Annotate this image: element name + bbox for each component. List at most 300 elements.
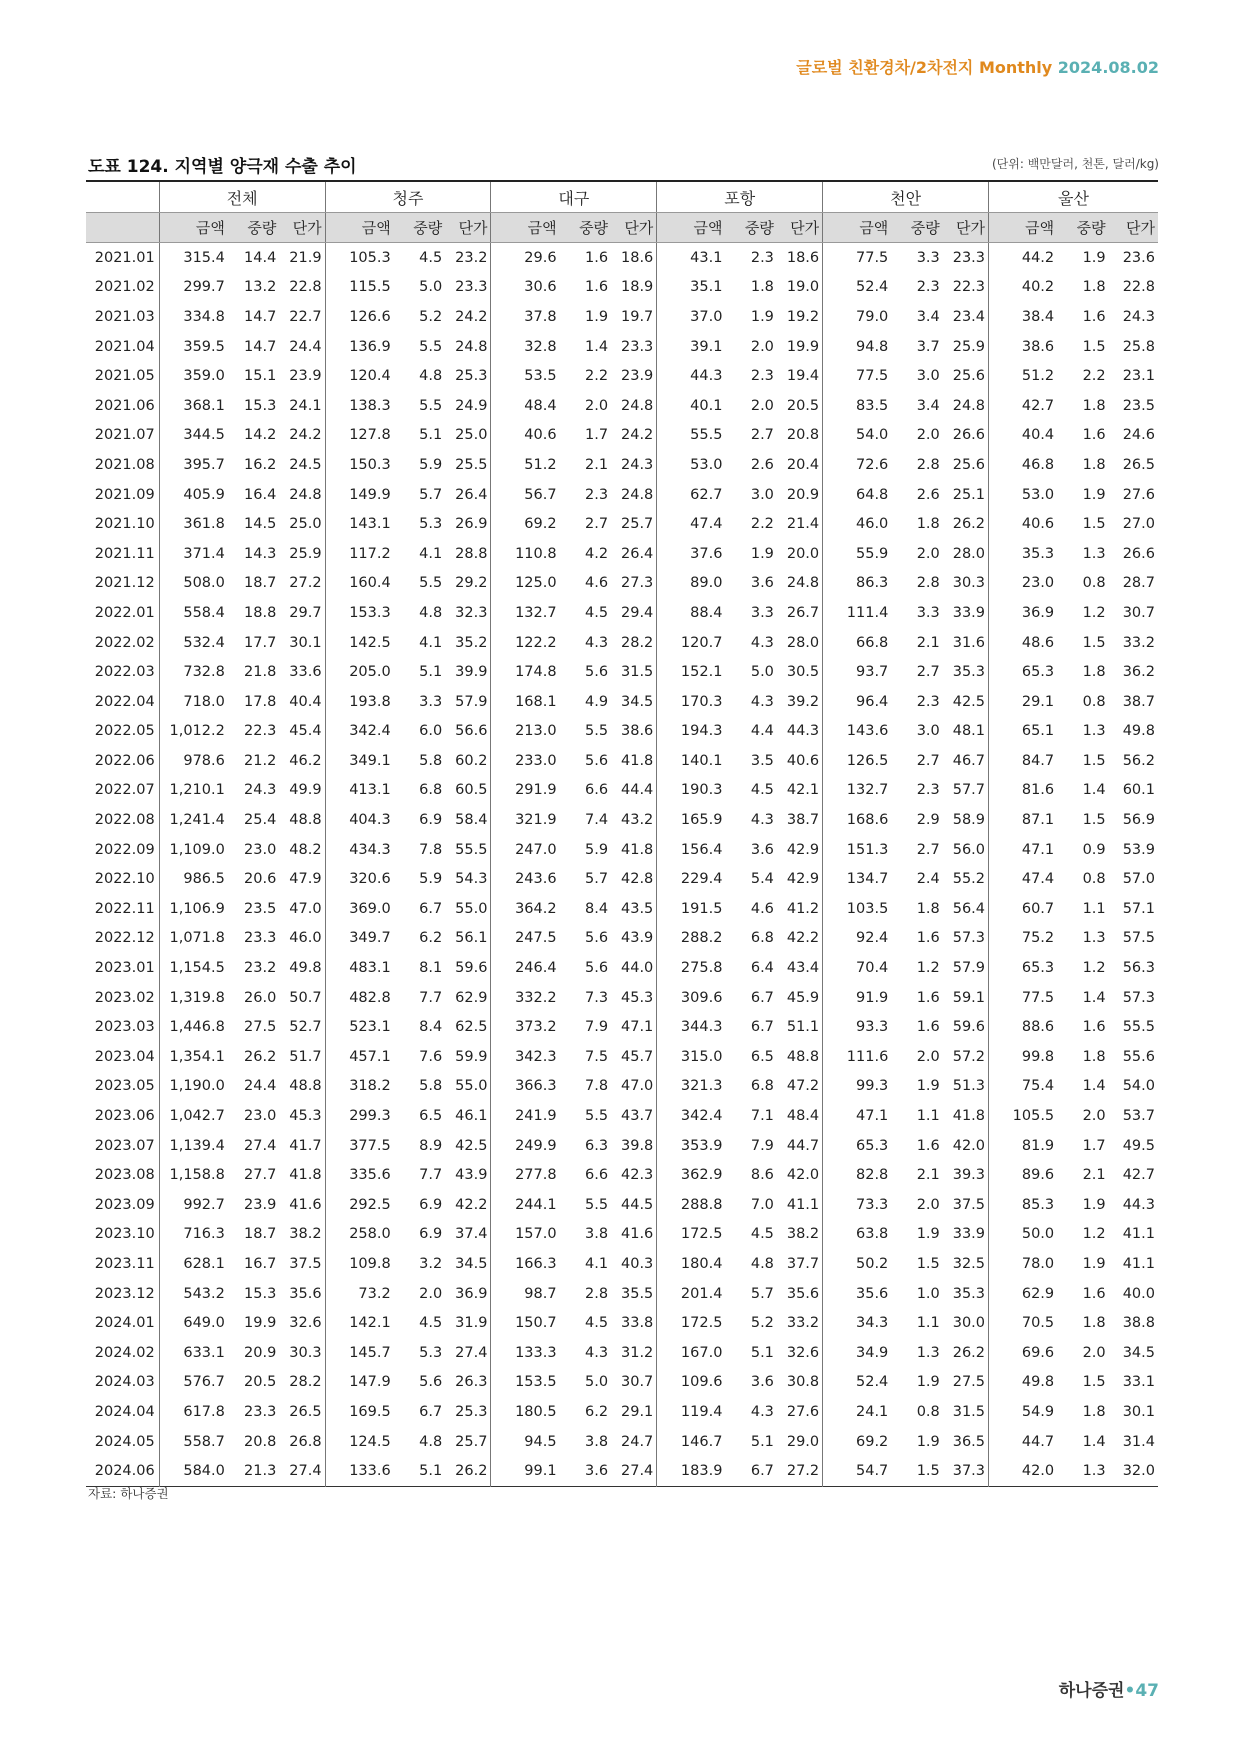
row-date: 2021.07 [94, 427, 155, 444]
data-cell: 15.3 [244, 1285, 277, 1302]
data-cell: 150.3 [325, 450, 394, 480]
data-cell: 718.0 [159, 687, 228, 717]
row-date: 2021.09 [94, 486, 155, 503]
data-cell: 115.5 [325, 273, 394, 303]
data-cell: 246.4 [491, 953, 560, 983]
data-cell: 1.7 [584, 427, 609, 444]
data-cell: 45.4 [289, 723, 322, 740]
data-cell: 54.7 [823, 1456, 892, 1486]
data-cell: 44.7 [786, 1137, 820, 1154]
data-cell: 168.6 [823, 805, 892, 835]
metric-header: 중량 [394, 213, 445, 243]
data-cell: 1.1 [916, 1315, 940, 1332]
data-cell: 244.1 [491, 1190, 560, 1220]
data-cell: 60.1 [1122, 782, 1155, 799]
data-cell: 732.8 [159, 657, 228, 687]
data-cell: 44.4 [621, 782, 654, 799]
metric-header: 금액 [989, 213, 1058, 243]
data-cell: 191.5 [657, 894, 726, 924]
data-cell: 5.0 [750, 664, 774, 681]
data-cell: 1.0 [916, 1285, 940, 1302]
data-cell: 44.3 [1122, 1196, 1155, 1213]
data-cell: 167.0 [657, 1338, 726, 1368]
data-cell: 41.2 [786, 900, 820, 917]
data-cell: 14.7 [244, 338, 277, 355]
data-cell: 2.3 [750, 368, 774, 385]
data-cell: 43.7 [621, 1108, 654, 1125]
unit-note: (단위: 백만달러, 천톤, 달러/kg) [991, 157, 1159, 171]
data-cell: 4.3 [750, 812, 774, 829]
data-cell: 34.3 [823, 1308, 892, 1338]
data-cell: 28.7 [1122, 575, 1155, 592]
data-cell: 5.5 [419, 397, 443, 414]
data-cell: 30.3 [289, 1344, 322, 1361]
data-cell: 45.9 [786, 989, 820, 1006]
data-cell: 93.3 [823, 1012, 892, 1042]
data-cell: 2.1 [584, 456, 609, 473]
table-row [86, 480, 1158, 510]
data-cell: 16.7 [244, 1255, 277, 1272]
data-cell: 94.8 [823, 332, 892, 362]
data-cell: 24.2 [621, 427, 654, 444]
data-cell: 4.1 [419, 545, 443, 562]
data-cell: 1.9 [916, 1374, 940, 1391]
row-date: 2023.07 [94, 1137, 155, 1154]
row-date: 2023.03 [94, 1019, 155, 1036]
data-cell: 5.2 [750, 1315, 774, 1332]
data-cell: 1.3 [1082, 1463, 1106, 1480]
data-cell: 2.0 [584, 397, 609, 414]
data-cell: 85.3 [989, 1190, 1058, 1220]
row-date: 2023.05 [94, 1078, 155, 1095]
data-cell: 23.1 [1122, 368, 1155, 385]
data-cell: 46.0 [823, 509, 892, 539]
data-cell: 2.6 [916, 486, 940, 503]
data-cell: 213.0 [491, 717, 560, 747]
row-date: 2022.11 [94, 900, 155, 917]
data-cell: 20.6 [244, 871, 277, 888]
data-cell: 292.5 [325, 1190, 394, 1220]
metric-header: 중량 [228, 213, 279, 243]
data-cell: 38.2 [786, 1226, 820, 1243]
data-cell: 1.9 [750, 545, 774, 562]
data-cell: 69.2 [491, 509, 560, 539]
data-cell: 8.9 [419, 1137, 443, 1154]
data-cell: 87.1 [989, 805, 1058, 835]
data-cell: 5.0 [419, 279, 443, 296]
data-cell: 6.8 [419, 782, 443, 799]
data-cell: 41.6 [621, 1226, 654, 1243]
data-cell: 1.2 [1082, 604, 1106, 621]
export-table [86, 180, 1158, 1487]
data-cell: 39.2 [786, 693, 820, 710]
data-cell: 120.7 [657, 628, 726, 658]
data-cell: 55.0 [455, 1078, 488, 1095]
row-date: 2021.10 [94, 516, 155, 533]
data-cell: 41.8 [621, 841, 654, 858]
data-cell: 28.0 [952, 545, 986, 562]
data-cell: 54.3 [455, 871, 488, 888]
data-cell: 23.5 [244, 900, 277, 917]
data-cell: 368.1 [159, 391, 228, 421]
data-cell: 1.6 [916, 930, 940, 947]
data-cell: 57.2 [952, 1048, 986, 1065]
data-cell: 344.5 [159, 421, 228, 451]
data-cell: 46.2 [289, 752, 322, 769]
data-cell: 1.5 [1082, 634, 1106, 651]
data-cell: 55.0 [455, 900, 488, 917]
data-cell: 138.3 [325, 391, 394, 421]
data-cell: 5.7 [419, 486, 443, 503]
data-cell: 21.8 [244, 664, 277, 681]
data-cell: 6.6 [584, 782, 609, 799]
data-cell: 349.7 [325, 924, 394, 954]
data-cell: 31.5 [952, 1403, 986, 1420]
table-row [86, 1456, 1158, 1486]
data-cell: 70.4 [823, 953, 892, 983]
data-cell: 5.9 [584, 841, 609, 858]
data-cell: 3.8 [584, 1226, 609, 1243]
row-date: 2022.03 [94, 664, 155, 681]
data-cell: 20.8 [244, 1433, 277, 1450]
data-cell: 40.2 [989, 273, 1058, 303]
data-cell: 156.4 [657, 835, 726, 865]
data-cell: 37.5 [952, 1196, 986, 1213]
data-cell: 978.6 [159, 746, 228, 776]
data-cell: 51.1 [786, 1019, 820, 1036]
data-cell: 89.0 [657, 569, 726, 599]
row-date: 2022.12 [94, 930, 155, 947]
data-cell: 2.1 [916, 1167, 940, 1184]
data-cell: 65.3 [989, 657, 1058, 687]
data-cell: 53.0 [989, 480, 1058, 510]
data-cell: 91.9 [823, 983, 892, 1013]
data-cell: 37.3 [952, 1463, 986, 1480]
data-cell: 56.6 [455, 723, 488, 740]
data-cell: 366.3 [491, 1072, 560, 1102]
data-cell: 133.3 [491, 1338, 560, 1368]
data-cell: 7.9 [584, 1019, 609, 1036]
data-cell: 633.1 [159, 1338, 228, 1368]
data-cell: 28.0 [786, 634, 820, 651]
data-cell: 34.5 [455, 1255, 488, 1272]
data-cell: 241.9 [491, 1101, 560, 1131]
data-cell: 0.8 [1082, 693, 1106, 710]
table-row [86, 776, 1158, 806]
data-cell: 40.3 [621, 1255, 654, 1272]
data-cell: 6.8 [750, 930, 774, 947]
data-cell: 32.0 [1122, 1463, 1155, 1480]
data-cell: 1.2 [1082, 960, 1106, 977]
data-cell: 334.8 [159, 302, 228, 332]
data-cell: 26.7 [786, 604, 820, 621]
metric-header: 중량 [1057, 213, 1108, 243]
row-date: 2023.04 [94, 1048, 155, 1065]
data-cell: 3.6 [750, 1374, 774, 1391]
row-date: 2024.04 [94, 1403, 155, 1420]
page-number: 47 [1135, 1681, 1159, 1701]
data-cell: 23.9 [244, 1196, 277, 1213]
row-date: 2022.01 [94, 604, 155, 621]
data-cell: 1.1 [1082, 900, 1106, 917]
table-row [86, 243, 1158, 273]
data-cell: 37.8 [491, 302, 560, 332]
data-cell: 4.5 [419, 1315, 443, 1332]
data-cell: 132.7 [491, 598, 560, 628]
footer-brand: 하나증권 [1058, 1681, 1125, 1701]
data-cell: 33.2 [1122, 634, 1155, 651]
data-cell: 44.2 [989, 243, 1058, 273]
data-cell: 4.5 [419, 249, 443, 266]
data-cell: 44.3 [657, 361, 726, 391]
data-cell: 205.0 [325, 657, 394, 687]
data-cell: 73.2 [325, 1279, 394, 1309]
data-cell: 37.0 [657, 302, 726, 332]
data-cell: 1.5 [1082, 812, 1106, 829]
data-cell: 44.5 [621, 1196, 654, 1213]
data-cell: 14.4 [244, 249, 277, 266]
data-cell: 405.9 [159, 480, 228, 510]
data-cell: 46.0 [289, 930, 322, 947]
data-cell: 1.6 [916, 989, 940, 1006]
data-cell: 3.0 [750, 486, 774, 503]
data-cell: 54.0 [1122, 1078, 1155, 1095]
table-row [86, 657, 1158, 687]
data-cell: 41.1 [786, 1196, 820, 1213]
data-cell: 24.9 [455, 397, 488, 414]
data-cell: 5.1 [750, 1433, 774, 1450]
data-cell: 24.6 [1122, 427, 1155, 444]
table-row [86, 1220, 1158, 1250]
data-cell: 4.5 [750, 782, 774, 799]
data-cell: 6.6 [584, 1167, 609, 1184]
data-cell: 4.3 [584, 634, 609, 651]
data-cell: 42.8 [621, 871, 654, 888]
data-cell: 1.6 [916, 1137, 940, 1154]
data-cell: 4.2 [584, 545, 609, 562]
data-cell: 4.8 [419, 368, 443, 385]
data-cell: 180.4 [657, 1249, 726, 1279]
data-cell: 2.0 [1082, 1108, 1106, 1125]
data-cell: 43.2 [621, 812, 654, 829]
data-cell: 20.5 [244, 1374, 277, 1391]
data-cell: 55.9 [823, 539, 892, 569]
row-date: 2023.10 [94, 1226, 155, 1243]
data-cell: 69.6 [989, 1338, 1058, 1368]
data-cell: 27.6 [1122, 486, 1155, 503]
data-cell: 1.5 [1082, 752, 1106, 769]
data-cell: 8.4 [419, 1019, 443, 1036]
data-cell: 1,012.2 [159, 717, 228, 747]
data-cell: 3.3 [419, 693, 443, 710]
data-cell: 5.0 [584, 1374, 609, 1391]
data-cell: 30.8 [786, 1374, 820, 1391]
data-cell: 3.4 [916, 308, 940, 325]
data-cell: 39.9 [455, 664, 488, 681]
region-header: 포항 [657, 181, 823, 213]
data-cell: 7.0 [750, 1196, 774, 1213]
data-cell: 6.5 [750, 1048, 774, 1065]
data-cell: 39.1 [657, 332, 726, 362]
data-cell: 48.2 [289, 841, 322, 858]
data-cell: 98.7 [491, 1279, 560, 1309]
data-cell: 243.6 [491, 864, 560, 894]
data-cell: 3.6 [750, 575, 774, 592]
data-cell: 2.3 [750, 249, 774, 266]
data-cell: 56.7 [491, 480, 560, 510]
data-cell: 7.1 [750, 1108, 774, 1125]
table-row [86, 717, 1158, 747]
table-row [86, 1101, 1158, 1131]
data-cell: 7.4 [584, 812, 609, 829]
data-cell: 27.2 [786, 1463, 820, 1480]
data-cell: 17.7 [244, 634, 277, 651]
data-cell: 2.4 [916, 871, 940, 888]
data-cell: 42.3 [621, 1167, 654, 1184]
data-cell: 4.3 [750, 1403, 774, 1420]
data-cell: 4.5 [584, 604, 609, 621]
metric-header: 중량 [891, 213, 942, 243]
data-cell: 119.4 [657, 1397, 726, 1427]
data-cell: 55.2 [952, 871, 986, 888]
data-cell: 558.4 [159, 598, 228, 628]
data-cell: 49.9 [289, 782, 322, 799]
data-cell: 25.1 [952, 486, 986, 503]
data-cell: 24.8 [786, 575, 820, 592]
region-header: 울산 [989, 181, 1158, 213]
data-cell: 20.8 [786, 427, 820, 444]
data-cell: 40.6 [989, 509, 1058, 539]
data-cell: 5.5 [419, 338, 443, 355]
data-cell: 532.4 [159, 628, 228, 658]
data-cell: 1.5 [1082, 1374, 1106, 1391]
data-cell: 2.7 [916, 664, 940, 681]
data-cell: 53.9 [1122, 841, 1155, 858]
data-cell: 342.3 [491, 1042, 560, 1072]
data-cell: 1,139.4 [159, 1131, 228, 1161]
data-cell: 24.5 [289, 456, 322, 473]
data-cell: 6.9 [419, 812, 443, 829]
metric-header: 단가 [943, 213, 989, 243]
data-cell: 1.2 [916, 960, 940, 977]
data-cell: 3.5 [750, 752, 774, 769]
data-cell: 149.9 [325, 480, 394, 510]
data-cell: 288.2 [657, 924, 726, 954]
data-cell: 56.3 [1122, 960, 1155, 977]
data-cell: 24.1 [823, 1397, 892, 1427]
table-row [86, 746, 1158, 776]
data-cell: 543.2 [159, 1279, 228, 1309]
metric-header: 단가 [777, 213, 823, 243]
data-cell: 132.7 [823, 776, 892, 806]
data-cell: 42.0 [952, 1137, 986, 1154]
data-cell: 26.2 [455, 1463, 488, 1480]
data-cell: 42.2 [786, 930, 820, 947]
data-cell: 26.4 [621, 545, 654, 562]
row-date: 2023.11 [94, 1255, 155, 1272]
data-cell: 24.3 [244, 782, 277, 799]
data-cell: 24.8 [289, 486, 322, 503]
metric-header: 금액 [325, 213, 394, 243]
data-cell: 56.1 [455, 930, 488, 947]
data-cell: 1,042.7 [159, 1101, 228, 1131]
data-cell: 24.8 [455, 338, 488, 355]
data-cell: 45.7 [621, 1048, 654, 1065]
data-cell: 49.8 [989, 1368, 1058, 1398]
data-cell: 576.7 [159, 1368, 228, 1398]
data-cell: 35.3 [952, 664, 986, 681]
source-note: 자료: 하나증권 [88, 1486, 169, 1501]
data-cell: 249.9 [491, 1131, 560, 1161]
data-cell: 2.2 [750, 516, 774, 533]
data-cell: 47.0 [621, 1078, 654, 1095]
data-cell: 29.1 [989, 687, 1058, 717]
table-row [86, 1368, 1158, 1398]
data-cell: 992.7 [159, 1190, 228, 1220]
data-cell: 25.7 [455, 1433, 488, 1450]
data-cell: 32.8 [491, 332, 560, 362]
data-cell: 1.5 [1082, 338, 1106, 355]
data-cell: 27.2 [289, 575, 322, 592]
table-row [86, 953, 1158, 983]
data-cell: 30.1 [289, 634, 322, 651]
data-cell: 6.7 [419, 1403, 443, 1420]
data-cell: 109.6 [657, 1368, 726, 1398]
data-cell: 73.3 [823, 1190, 892, 1220]
data-cell: 26.0 [244, 989, 277, 1006]
data-cell: 88.6 [989, 1012, 1058, 1042]
data-cell: 5.9 [419, 871, 443, 888]
data-cell: 2.3 [916, 693, 940, 710]
data-cell: 362.9 [657, 1160, 726, 1190]
data-cell: 353.9 [657, 1131, 726, 1161]
data-cell: 321.3 [657, 1072, 726, 1102]
data-cell: 1.9 [584, 308, 609, 325]
data-cell: 1.4 [1082, 782, 1106, 799]
data-cell: 7.8 [584, 1078, 609, 1095]
data-cell: 35.3 [952, 1285, 986, 1302]
data-cell: 62.5 [455, 1019, 488, 1036]
data-cell: 30.5 [786, 664, 820, 681]
data-cell: 1.3 [1082, 545, 1106, 562]
data-cell: 364.2 [491, 894, 560, 924]
data-cell: 75.2 [989, 924, 1058, 954]
data-cell: 84.7 [989, 746, 1058, 776]
data-cell: 5.6 [419, 1374, 443, 1391]
data-cell: 25.6 [952, 368, 986, 385]
metric-header: 금액 [823, 213, 892, 243]
data-cell: 38.8 [1122, 1315, 1155, 1332]
data-cell: 2.0 [916, 545, 940, 562]
data-cell: 77.5 [823, 361, 892, 391]
data-cell: 5.5 [584, 1196, 609, 1213]
data-cell: 1.3 [916, 1344, 940, 1361]
data-cell: 40.4 [289, 693, 322, 710]
data-cell: 111.4 [823, 598, 892, 628]
data-cell: 19.9 [786, 338, 820, 355]
data-cell: 32.6 [786, 1344, 820, 1361]
data-cell: 23.0 [244, 1108, 277, 1125]
data-cell: 23.4 [952, 308, 986, 325]
data-cell: 65.1 [989, 717, 1058, 747]
table-row [86, 835, 1158, 865]
row-date: 2021.05 [94, 368, 155, 385]
data-cell: 22.3 [244, 723, 277, 740]
data-cell: 44.7 [989, 1427, 1058, 1457]
data-cell: 35.2 [455, 634, 488, 651]
data-cell: 1.9 [916, 1226, 940, 1243]
data-cell: 26.9 [455, 516, 488, 533]
